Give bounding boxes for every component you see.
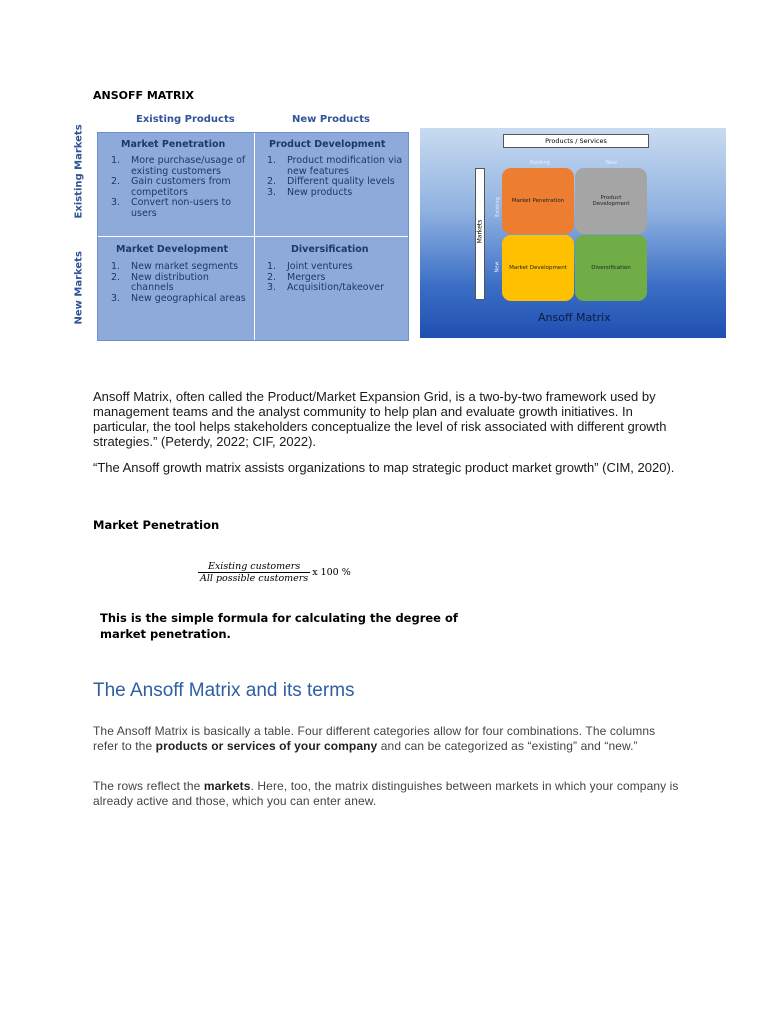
ansoff-matrix-figure-right bbox=[420, 128, 726, 338]
row-label-existing: Existing bbox=[494, 197, 501, 217]
market-penetration-formula bbox=[198, 561, 351, 584]
quadrant-market-development: Market Development bbox=[502, 235, 574, 301]
matrix-grid bbox=[97, 132, 409, 341]
cell-list-market-penetration bbox=[111, 156, 249, 219]
paragraph-rows bbox=[93, 779, 683, 809]
list-item: 3. Convert non-users to users bbox=[111, 197, 232, 219]
column-header-new-products: New Products bbox=[292, 114, 370, 125]
quadrant-market-penetration: Market Penetration bbox=[502, 168, 574, 234]
formula-multiplier: x 100 % bbox=[312, 567, 351, 578]
list-item: 1. More purchase/usage of existing customers bbox=[111, 155, 246, 177]
text-segment: The Ansoff Matrix is basically a table. Four different categories allow for four combinations. The columns refer to the bbox=[93, 724, 656, 753]
cell-title-market-penetration: Market Penetration bbox=[121, 139, 226, 150]
list-item: 2. New distribution channels bbox=[111, 271, 209, 293]
cell-list-market-development bbox=[111, 262, 249, 304]
list-item: 2. Different quality levels bbox=[267, 176, 395, 187]
figure-caption: Ansoff Matrix bbox=[538, 311, 611, 324]
column-label-existing: Existing bbox=[530, 160, 550, 166]
cell-title-product-development: Product Development bbox=[269, 139, 386, 150]
page-title: ANSOFF MATRIX bbox=[93, 89, 195, 102]
column-label-new: New bbox=[606, 160, 617, 166]
column-header-existing-products: Existing Products bbox=[136, 114, 235, 125]
list-item: 1. New market segments bbox=[111, 261, 239, 272]
products-services-label: Products / Services bbox=[503, 134, 649, 148]
cell-title-market-development: Market Development bbox=[116, 244, 229, 255]
formula-denominator: All possible customers bbox=[200, 573, 309, 584]
grid-divider bbox=[98, 236, 408, 237]
emphasis-products-services: products or services of your company bbox=[155, 739, 378, 753]
paragraph-definition: Ansoff Matrix, often called the Product/Market Expansion Grid, is a two-by-two framework used by management teams and the analyst community to help plan and evaluate growth initiatives. In particular, the tool helps stakeholders conceptualize the level of risk associated with different growth strategies.” (Peterdy, 2022; CIF, 2022). bbox=[93, 389, 667, 449]
formula-numerator: Existing customers bbox=[198, 561, 310, 573]
cell-title-diversification: Diversification bbox=[291, 244, 369, 255]
list-item: 1. Joint ventures bbox=[267, 261, 353, 272]
list-item: 3. New products bbox=[267, 186, 353, 198]
row-header-existing-markets: Existing Markets bbox=[73, 124, 85, 219]
text-segment: . Here, too, the matrix distinguishes between markets in which your company is already active and those, which you can enter anew. bbox=[93, 779, 679, 808]
text-segment: The rows reflect the bbox=[93, 779, 204, 793]
subheading-market-penetration: Market Penetration bbox=[93, 518, 220, 532]
text-segment: and can be categorized as “existing” and “new.” bbox=[377, 739, 638, 753]
formula-note: This is the simple formula for calculating the degree of market penetration. bbox=[100, 611, 458, 641]
list-item: 2. Gain customers from competitors bbox=[111, 176, 231, 198]
quadrant-diversification: Diversification bbox=[575, 235, 647, 301]
row-label-new: New bbox=[494, 261, 501, 273]
cell-list-product-development bbox=[267, 156, 403, 198]
formula-fraction bbox=[198, 561, 310, 584]
emphasis-markets: markets bbox=[203, 779, 251, 793]
row-header-new-markets: New Markets bbox=[73, 251, 85, 325]
quadrant-product-development: Product Development bbox=[575, 168, 647, 234]
list-item: 1. Product modification via new features bbox=[267, 155, 403, 177]
cell-list-diversification bbox=[267, 262, 403, 294]
list-item: 2. Mergers bbox=[267, 271, 326, 283]
list-item: 3. Acquisition/takeover bbox=[267, 282, 384, 293]
section-heading: The Ansoff Matrix and its terms bbox=[93, 680, 355, 701]
markets-label: Markets bbox=[476, 219, 484, 244]
paragraph-columns bbox=[93, 724, 683, 754]
list-item: 3. New geographical areas bbox=[111, 292, 246, 304]
paragraph-quote: “The Ansoff growth matrix assists organizations to map strategic product market growth” (CIM, 2020). bbox=[93, 460, 675, 475]
